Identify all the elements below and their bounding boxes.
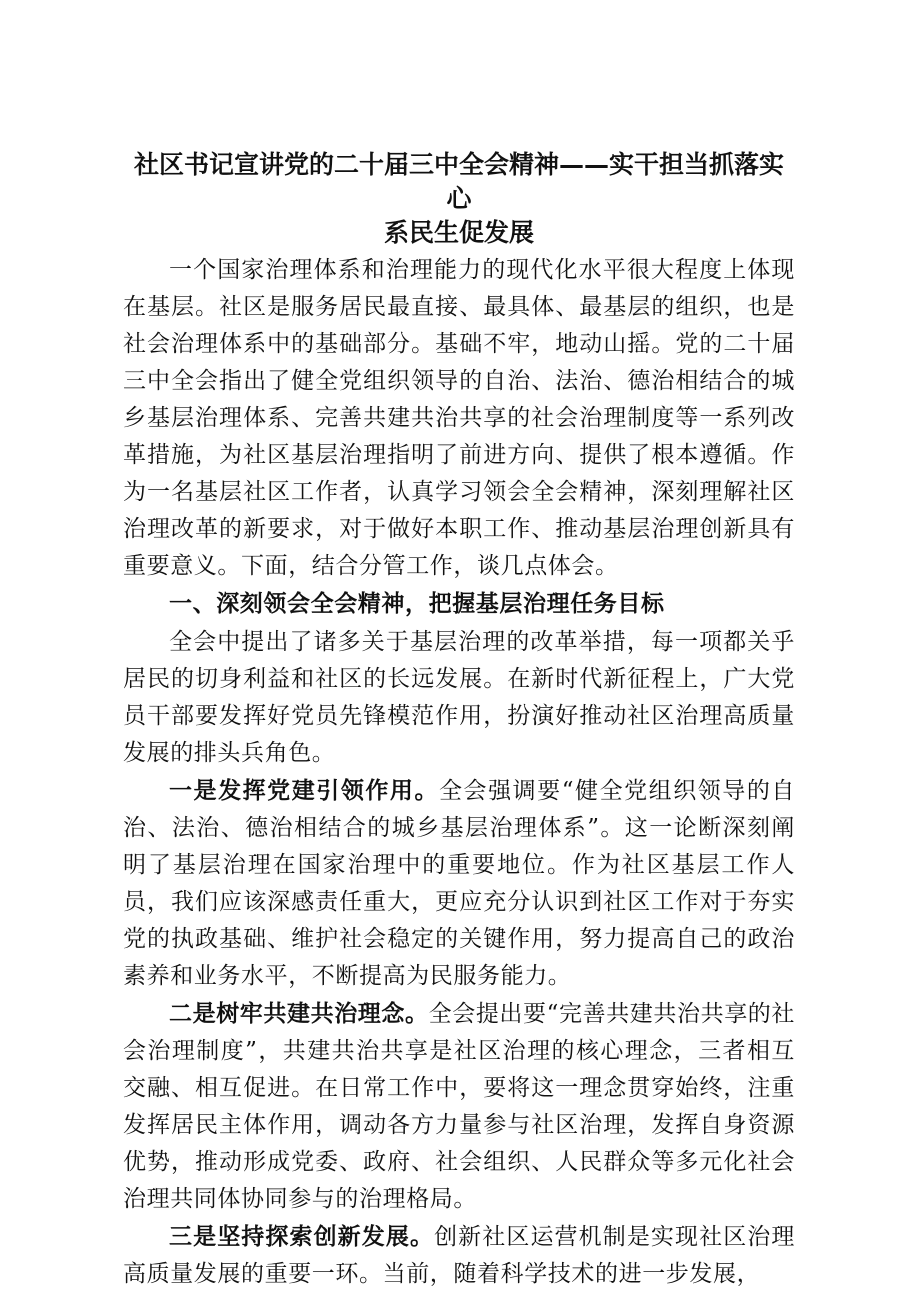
section-1-heading: 一、深刻领会全会精神，把握基层治理任务目标 xyxy=(169,591,665,617)
title-line-1: 社区书记宣讲党的二十届三中全会精神——实干担当抓落实心 xyxy=(133,150,784,213)
section-1-paragraph: 全会中提出了诸多关于基层治理的改革举措，每一项都关乎居民的切身利益和社区的长远发展。在新时代新征程上，广大党员干部要发挥好党员先锋模范作用，扮演好推动社区治理高质量发展的排头兵角色。 xyxy=(123,629,795,766)
point-1-lead: 一是发挥党建引领作用。 xyxy=(169,778,439,804)
point-1-paragraph xyxy=(123,773,795,995)
point-3-paragraph xyxy=(123,1219,795,1293)
point-3-lead: 三是坚持探索创新发展。 xyxy=(169,1224,435,1250)
point-2-paragraph xyxy=(123,996,795,1218)
intro-paragraph: 一个国家治理体系和治理能力的现代化水平很大程度上体现在基层。社区是服务居民最直接、最具体、最基层的组织，也是社会治理体系中的基础部分。基础不牢，地动山摇。党的二十届三中全会指出了健全党组织领导的自治、法治、德治相结合的城乡基层治理体系、完善共建共治共享的社会治理制度等一系列改革措施，为社区基层治理指明了前进方向、提供了根本遵循。作为一名基层社区工作者，认真学习领会全会精神，深刻理解社区治理改革的新要求，对于做好本职工作、推动基层治理创新具有重要意义。下面，结合分管工作，谈几点体会。 xyxy=(123,257,795,579)
point-2-lead: 二是树牢共建共治理念。 xyxy=(169,1001,429,1027)
point-1-text: 全会强调要“健全党组织领导的自治、法治、德治相结合的城乡基层治理体系”。这一论断深刻阐明了基层治理在国家治理中的重要地位。作为社区基层工作人员，我们应该深感责任重大，更应充分认识到社区工作对于夯实党的执政基础、维护社会稳定的关键作用，努力提高自己的政治素养和业务水平，不断提高为民服务能力。 xyxy=(123,778,795,989)
document-title xyxy=(123,148,795,250)
point-3-text: 创新社区运营机制是实现社区治理高质量发展的重要一环。当前，随着科学技术的进一步发展， xyxy=(123,1224,796,1287)
document-body xyxy=(123,148,795,1294)
title-line-2: 系民生促发展 xyxy=(383,218,534,247)
point-2-text: 全会提出要“完善共建共治共享的社会治理制度”，共建共治共享是社区治理的核心理念，三者相互交融、相互促进。在日常工作中，要将这一理念贯穿始终，注重发挥居民主体作用，调动各方力量参与社区治理，发挥自身资源优势，推动形成党委、政府、社会组织、人民群众等多元化社会治理共同体协同参与的治理格局。 xyxy=(123,1001,796,1212)
